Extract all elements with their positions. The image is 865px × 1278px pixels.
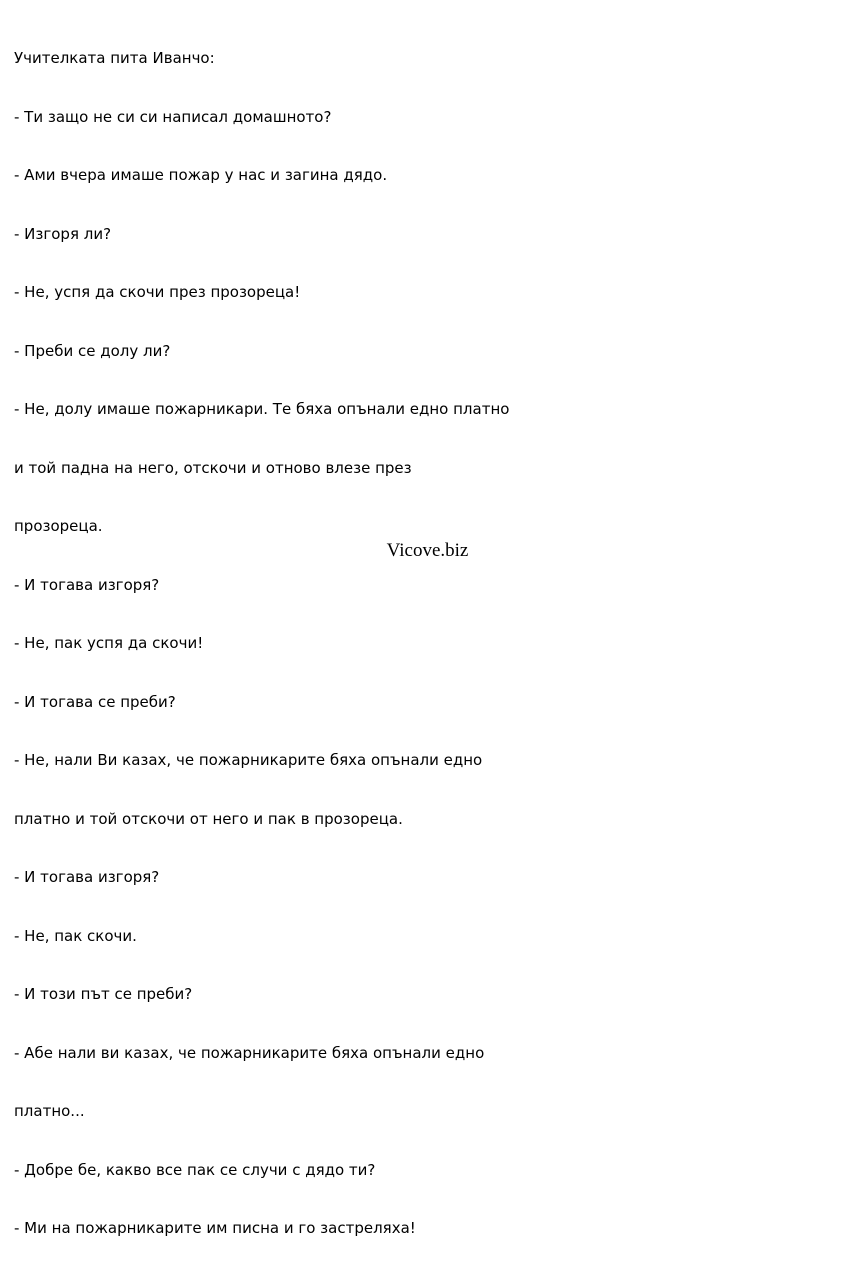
joke-line: прозореца. xyxy=(14,517,103,535)
joke-line: и той падна на него, отскочи и отново влезе през xyxy=(14,458,412,477)
joke-line: - Не, пак скочи. xyxy=(14,926,137,945)
site-watermark: Vicove.biz xyxy=(386,540,469,561)
joke-line: платно и той отскочи от него и пак в прозореца. xyxy=(14,809,403,828)
joke-line: - И този път се преби? xyxy=(14,985,193,1003)
joke-line: - Ами вчера имаше пожар у нас и загина дядо. xyxy=(14,166,388,184)
joke-line: - И тогава се преби? xyxy=(14,692,176,711)
joke-line: - Не, успя да скочи през прозореца! xyxy=(14,283,301,301)
joke-line: - Не, нали Ви казах, че пожарникарите бяха опънали едно xyxy=(14,751,483,769)
joke-line: - Изгоря ли? xyxy=(14,224,112,243)
joke-line: - Преби се долу ли? xyxy=(14,341,171,360)
joke-line: - И тогава изгоря? xyxy=(14,868,160,886)
joke-line: - Ми на пожарникарите им писна и го застреляха! xyxy=(14,1219,416,1237)
joke-line: - Добре бе, какво все пак се случи с дядо ти? xyxy=(14,1160,376,1179)
joke-line: - Не, долу имаше пожарникари. Те бяха опънали едно платно xyxy=(14,400,510,418)
joke-line: платно... xyxy=(14,1102,85,1120)
joke-line: - Не, пак успя да скочи! xyxy=(14,634,204,652)
joke-text xyxy=(14,10,614,1278)
joke-line: - Ти защо не си си написал домашното? xyxy=(14,107,332,126)
joke-line: - Абе нали ви казах, че пожарникарите бяха опънали едно xyxy=(14,1043,485,1062)
joke-line: - И тогава изгоря? xyxy=(14,575,160,594)
joke-line: Учителката пита Иванчо: xyxy=(14,49,215,67)
